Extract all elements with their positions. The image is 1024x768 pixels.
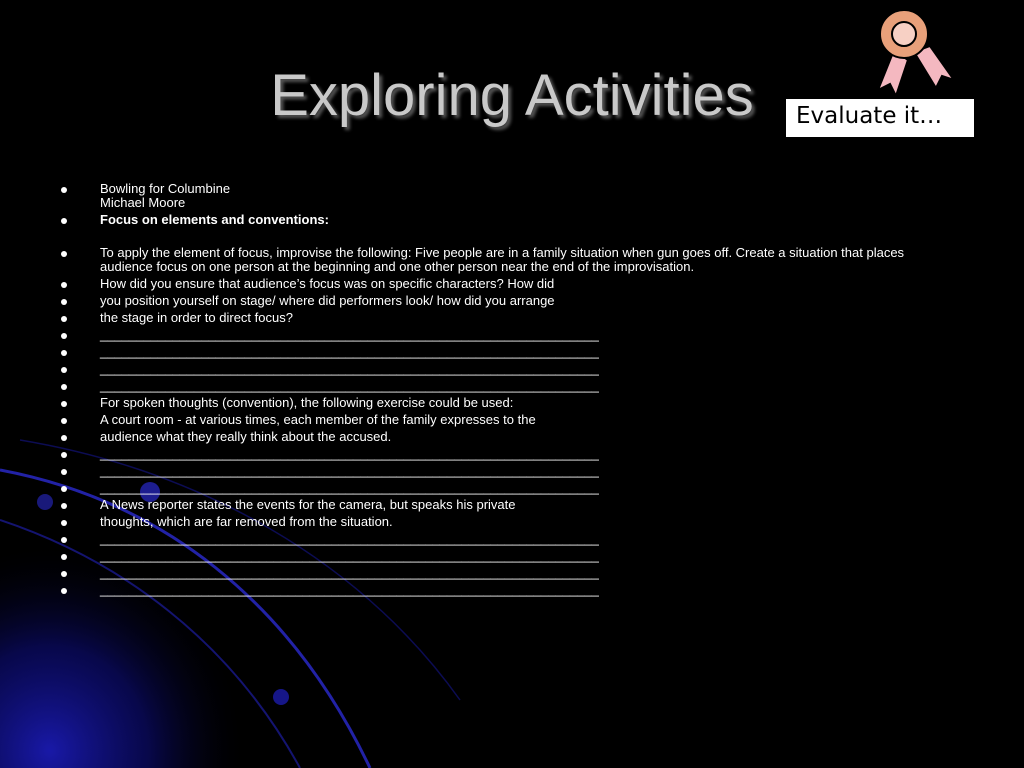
list-item: For spoken thoughts (convention), the following exercise could be used: bbox=[55, 396, 955, 410]
answer-line: _____________________________________________________________________ bbox=[55, 345, 955, 359]
bullet-list bbox=[55, 182, 955, 600]
slide-title: Exploring Activities bbox=[270, 63, 754, 128]
list-item: audience what they really think about the accused. bbox=[55, 430, 955, 444]
answer-line: _____________________________________________________________________ bbox=[55, 379, 955, 393]
evaluate-badge: Evaluate it… bbox=[786, 99, 974, 137]
list-item: the stage in order to direct focus? bbox=[55, 311, 955, 325]
answer-line: _____________________________________________________________________ bbox=[55, 464, 955, 478]
list-item: you position yourself on stage/ where did performers look/ how did you arrange bbox=[55, 294, 955, 308]
list-item: Bowling for Columbine Michael Moore bbox=[55, 182, 955, 210]
list-item: thoughts, which are far removed from the situation. bbox=[55, 515, 955, 529]
answer-line: _____________________________________________________________________ bbox=[55, 566, 955, 580]
award-ribbon-icon bbox=[846, 2, 976, 102]
list-item: How did you ensure that audience’s focus was on specific characters? How did bbox=[55, 277, 955, 291]
list-item: A court room - at various times, each member of the family expresses to the bbox=[55, 413, 955, 427]
list-item: To apply the element of focus, improvise the following: Five people are in a family situation when gun goes off. Create a situation that places audience focus on one person at the beginning and one other person near the end of the improvisation. bbox=[55, 246, 955, 274]
answer-line: _____________________________________________________________________ bbox=[55, 328, 955, 342]
answer-line: _____________________________________________________________________ bbox=[55, 532, 955, 546]
answer-line: _____________________________________________________________________ bbox=[55, 362, 955, 376]
list-item: A News reporter states the events for the camera, but speaks his private bbox=[55, 498, 955, 512]
answer-line: _____________________________________________________________________ bbox=[55, 583, 955, 597]
answer-line: _____________________________________________________________________ bbox=[55, 447, 955, 461]
list-item: Focus on elements and conventions: bbox=[55, 213, 955, 227]
answer-line: _____________________________________________________________________ bbox=[55, 549, 955, 563]
answer-line: _____________________________________________________________________ bbox=[55, 481, 955, 495]
